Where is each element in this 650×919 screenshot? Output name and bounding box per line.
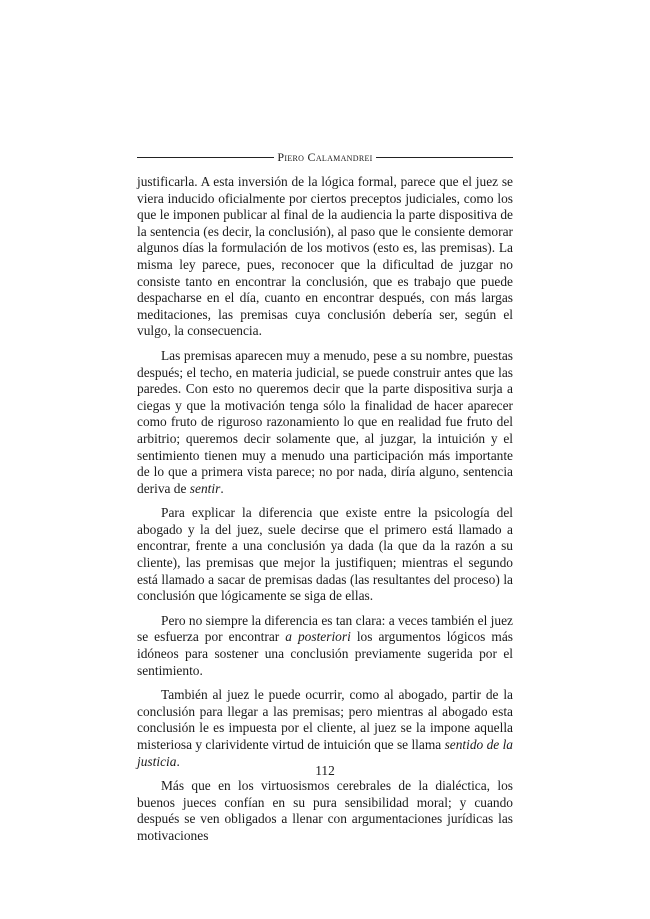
header-rule-left bbox=[137, 157, 274, 158]
page-number: 112 bbox=[315, 763, 335, 778]
paragraph-2-text: Las premisas aparecen muy a menudo, pese a su nombre, puestas después; el techo, en materia judicial, se puede construir antes que las paredes. Con esto no queremos decir que la parte dispositiva surja a ciegas y que la motivación tenga sólo la finalidad de hacer aparecer como fruto de riguroso razonamiento lo que en realidad fue fruto del arbitrio; queremos decir solamente que, al juzgar, la intuición y el sentimiento tienen muy a menudo una participación más importante de lo que a primera vista parece; no por nada, diría alguno, sentencia deriva de bbox=[137, 347, 513, 496]
running-header bbox=[137, 150, 513, 165]
paragraph-5 bbox=[137, 687, 513, 770]
paragraph-4-italic: a posteriori bbox=[285, 629, 351, 645]
paragraph-4-end: los argumentos lógicos más idóneos para sostener una conclusión previamente sugerida por el sentimiento. bbox=[137, 629, 513, 678]
paragraph-6: Más que en los virtuosismos cerebrales de la dialéctica, los buenos jueces confían en su pura sensibilidad moral; y cuando después se ven obligados a llenar con argumentaciones jurídicas las motivaciones bbox=[137, 778, 513, 843]
paragraph-1: justificarla. A esta inversión de la lógica formal, parece que el juez se viera inducido oficialmente por ciertos preceptos judiciales, como los que le imponen publicar al final de la audiencia la parte dispositiva de la sentencia (es decir, la conclusión), al paso que le consiente demorar algunos días la formulación de los motivos (esto es, las premisas). La misma ley parece, pues, reconocer que la dificultad de juzgar no consiste tanto en encontrar la conclusión, que es trabajo que puede despacharse en el día, cuanto en encontrar después, con más largas meditaciones, las premisas cuya conclusión debería ser, según el vulgo, la consecuencia. bbox=[137, 174, 513, 339]
paragraph-3: Para explicar la diferencia que existe entre la psicología del abogado y la del juez, suele decirse que el primero está llamado a encontrar, frente a una conclusión ya dada (la que da la razón a su cliente), las premisas que mejor la justifiquen; mientras el segundo está llamado a sacar de premisas dadas (las resultantes del proceso) la conclusión que lógicamente se siga de ellas. bbox=[137, 505, 513, 604]
running-head-author: Piero Calamandrei bbox=[277, 150, 373, 164]
paragraph-5-text: También al juez le puede ocurrir, como al abogado, partir de la conclusión para llegar a las premisas; pero mientras al abogado esta conclusión le es impuesta por el cliente, al juez se la impone aquella misteriosa y clarividente virtud de intuición que se llama bbox=[137, 687, 513, 752]
paragraph-2-end: . bbox=[220, 480, 224, 496]
header-rule-right bbox=[376, 157, 513, 158]
paragraph-5-italic: sentido de la justicia bbox=[137, 737, 513, 769]
paragraph-4-text: Pero no siempre la diferencia es tan clara: a veces también el juez se esfuerza por encontrar bbox=[137, 612, 513, 645]
paragraph-2-italic: sentir bbox=[189, 480, 221, 496]
paragraph-2 bbox=[137, 348, 513, 497]
paragraph-4 bbox=[137, 613, 513, 679]
body-text bbox=[137, 174, 513, 853]
paragraph-5-end: . bbox=[176, 753, 180, 769]
